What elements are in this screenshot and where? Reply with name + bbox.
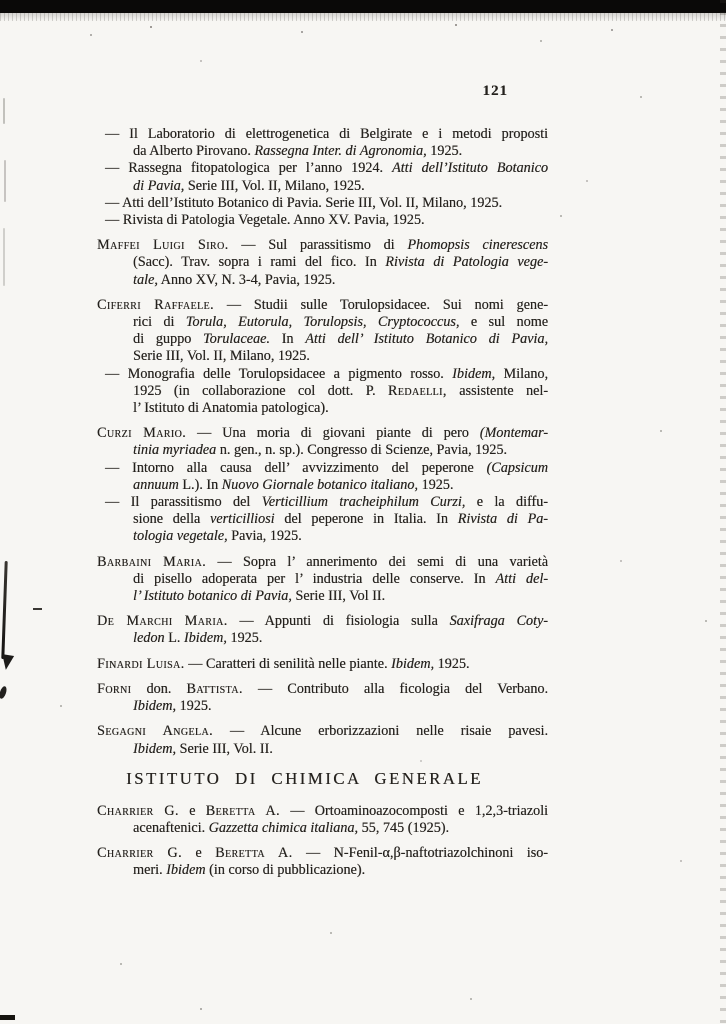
text-segment: tologia vegetale, [133, 528, 228, 545]
scan-speckles [0, 0, 2, 2]
entry-line [97, 571, 548, 588]
text-segment: del peperone in Italia. In [274, 511, 458, 528]
text-segment: Verticillium tracheiphilum Curzi, [261, 494, 466, 511]
margin-dash-mark [33, 608, 42, 610]
text-segment: ledon [133, 630, 165, 647]
text-segment: Redaelli, [387, 382, 447, 399]
entry-line [97, 511, 548, 528]
entry-line [97, 494, 548, 511]
text-segment: — N-Fenil-α,β-naftotriazolchinoni iso- [292, 845, 548, 862]
text-segment: tale, [133, 271, 158, 288]
text-segment: di Pavia, [133, 177, 185, 194]
text-segment: assistente nel- [446, 382, 549, 399]
text-segment: In [269, 331, 306, 348]
text-segment: — Contributo alla ficologia del Verbano. [242, 680, 549, 697]
text-segment: sione della [133, 511, 210, 528]
bibliography-entry [97, 126, 548, 160]
scan-edge-right [720, 0, 726, 1024]
text-segment: acenaftenici. [133, 819, 209, 836]
text-segment: n. gen., n. sp.). Congresso di Scienze, Pavia, 1925. [216, 442, 507, 459]
text-segment: — Ortoaminoazocomposti e 1,2,3-triazoli [279, 802, 548, 819]
text-segment: 55, 745 (1925). [357, 819, 450, 836]
margin-pen-mark [1, 561, 7, 659]
text-segment: rici di [133, 314, 186, 331]
bibliography-entry [97, 212, 548, 229]
entry-line [97, 613, 548, 630]
text-segment: 1925. [417, 476, 454, 493]
entry-line [97, 212, 548, 229]
bibliography [97, 126, 548, 880]
text-segment: Ciferri Raffaele. [97, 296, 214, 313]
text-segment: Anno XV, N. 3-4, Pavia, 1925. [157, 271, 336, 288]
text-segment: Torula, Eutorula, Torulopsis, Cryptococcus, [185, 314, 460, 331]
text-segment: Pavia, 1925. [227, 528, 302, 545]
entry-line [97, 348, 548, 365]
text-segment: Barbaini Maria. [97, 553, 207, 570]
text-segment: L.). In [178, 476, 222, 493]
text-segment: — Rivista di Patologia Vegetale. Anno XV. Pavia, 1925. [105, 212, 425, 229]
text-segment: Atti dell’ Istituto Botanico di Pavia, [305, 331, 548, 348]
bibliography-entry [97, 160, 548, 194]
text-segment: — Rassegna fitopatologica per l’anno 1924. [105, 160, 393, 177]
entry-line [97, 254, 548, 271]
margin-scribble [4, 160, 6, 202]
text-segment: meri. [133, 862, 167, 879]
text-segment: — Alcune erborizzazioni nelle risaie pavesi. [213, 723, 548, 740]
text-segment: Phomopsis cinerescens [407, 237, 548, 254]
bibliography-entry [97, 681, 548, 715]
text-segment: Saxifraga Coty- [449, 613, 548, 630]
text-segment: Ibidem, [133, 740, 176, 757]
text-segment: Ibidem, [133, 698, 176, 715]
text-segment: Beretta A. [215, 845, 293, 862]
scan-corner-mark [0, 1015, 15, 1020]
text-segment: Rivista di Pa- [457, 511, 548, 528]
text-segment: — Sul parassitismo di [228, 237, 408, 254]
section-heading: ISTITUTO DI CHIMICA GENERALE [126, 768, 483, 788]
entry-line [97, 383, 548, 400]
text-segment: Curzi Mario. [97, 425, 187, 442]
margin-scribble [3, 228, 5, 286]
text-segment: — Intorno alla causa dell’ avvizzimento del peperone [105, 459, 487, 476]
bibliography-entry [97, 297, 548, 366]
entry-line [97, 314, 548, 331]
text-segment: l’ Istituto botanico di Pavia, [133, 588, 292, 605]
text-segment: — Caratteri di senilità nelle piante. [184, 655, 392, 672]
entry-line [97, 331, 548, 348]
text-segment: Beretta A. [205, 802, 280, 819]
text-segment: — Sopra l’ annerimento dei semi di una varietà [206, 553, 548, 570]
text-segment: annuum [133, 476, 179, 493]
text-segment: (in corso di pubblicazione). [205, 862, 366, 879]
bibliography-entry [97, 460, 548, 494]
entry-line [97, 656, 548, 673]
text-segment: 1925 (in collaborazione col dott. P. [133, 382, 388, 399]
bibliography-entry [97, 554, 548, 606]
entry-line [97, 297, 548, 314]
text-segment: e [181, 845, 216, 862]
text-segment: (Montemar- [479, 425, 548, 442]
entry-line [97, 681, 548, 698]
text-segment: Atti del- [495, 570, 548, 587]
entry-line [97, 862, 548, 879]
entry-line [97, 425, 548, 442]
text-segment: Maffei Luigi Siro. [97, 237, 229, 254]
text-segment: e la diffu- [465, 494, 548, 511]
text-segment: Serie III, Vol II. [291, 588, 386, 605]
entry-line [97, 143, 548, 160]
margin-ink-blob [0, 685, 8, 699]
text-segment: (Sacc). Trav. sopra i rami del fico. In [133, 254, 386, 271]
text-segment: Gazzetta chimica italiana, [208, 819, 358, 836]
text-segment: — Atti dell’Istituto Botanico di Pavia. Serie III, Vol. II, Milano, 1925. [105, 194, 503, 211]
text-segment: Charrier G. [97, 845, 182, 862]
section-botany-entries [97, 126, 548, 758]
bibliography-entry [97, 494, 548, 546]
text-segment: tinia myriadea [133, 442, 217, 459]
entry-line [97, 178, 548, 195]
entry-line [97, 126, 548, 143]
bibliography-entry [97, 425, 548, 459]
text-segment: Battista. [186, 680, 243, 697]
entry-line [97, 554, 548, 571]
text-segment: — Il Laboratorio di elettrogenetica di Belgirate e i metodi proposti [105, 126, 548, 142]
bibliography-entry [97, 656, 548, 673]
entry-line [97, 160, 548, 177]
text-segment: Charrier G. [97, 802, 179, 819]
bibliography-entry [97, 845, 548, 879]
bibliography-entry [97, 723, 548, 757]
entry-line [97, 845, 548, 862]
entry-line [97, 195, 548, 212]
text-segment: e sul nome [459, 314, 548, 331]
text-segment: Segagni Angela. [97, 723, 214, 740]
text-segment: — Una moria di giovani piante di pero [186, 425, 480, 442]
entry-line [97, 400, 548, 417]
page-number: 121 [482, 83, 508, 99]
text-segment: (Capsicum [486, 459, 548, 476]
entry-line [97, 803, 548, 820]
text-segment: verticilliosi [209, 511, 275, 528]
bibliography-entry [97, 237, 548, 289]
bibliography-entry [97, 613, 548, 647]
scan-noise-band [0, 13, 726, 21]
entry-line [97, 460, 548, 477]
entry-line [97, 820, 548, 837]
text-segment: De Marchi Maria. [97, 613, 228, 630]
text-segment: — Il parassitismo del [105, 494, 262, 511]
entry-line [97, 588, 548, 605]
text-segment: Ibidem [166, 862, 206, 879]
text-segment: L. [164, 630, 184, 647]
text-segment: e [178, 802, 206, 819]
text-segment: 1925. [226, 630, 263, 647]
text-segment: — Studii sulle Torulopsidacee. Sui nomi gene- [213, 296, 548, 313]
text-segment: Atti dell’Istituto Botanico [392, 160, 548, 177]
entry-line [97, 630, 548, 647]
entry-line [97, 442, 548, 459]
text-segment: Ibidem, [391, 655, 434, 672]
margin-pen-arrowhead [0, 654, 14, 671]
text-segment: — Monografia delle Torulopsidacee a pigmento rosso. [105, 365, 453, 382]
bibliography-entry [97, 803, 548, 837]
text-segment: Forni [97, 680, 132, 697]
text-segment: Nuovo Giornale botanico italiano, [221, 476, 418, 493]
entry-line [97, 477, 548, 494]
text-segment: 1925. [175, 698, 212, 715]
text-segment: Serie III, Vol. II, Milano, 1925. [184, 177, 365, 194]
text-segment: Finardi Luisa. [97, 655, 185, 672]
text-segment: da Alberto Pirovano. [133, 143, 255, 160]
entry-line [97, 272, 548, 289]
text-segment: Torulaceae. [203, 331, 270, 348]
text-segment: Rivista di Patologia vege- [385, 254, 549, 271]
text-segment: di guppo [133, 331, 204, 348]
entry-line [97, 237, 548, 254]
entry-line [97, 528, 548, 545]
text-segment: Milano, [495, 365, 549, 382]
text-segment: Ibidem, [183, 630, 227, 647]
text-segment: 1925. [434, 655, 470, 672]
text-segment: Ibidem, [452, 365, 496, 382]
bibliography-entry [97, 366, 548, 418]
text-segment: Serie III, Vol. II. [175, 740, 273, 757]
scan-edge-top [0, 0, 726, 13]
entry-line [97, 723, 548, 740]
text-segment: di pisello adoperata per l’ industria delle conserve. In [133, 570, 496, 587]
entry-line [97, 698, 548, 715]
text-segment: l’ Istituto di Anatomia patologica). [133, 400, 329, 417]
text-segment: — Appunti di fisiologia sulla [227, 613, 450, 630]
text-segment: 1925. [426, 143, 463, 160]
bibliography-entry [97, 195, 548, 212]
text-segment: Serie III, Vol. II, Milano, 1925. [133, 348, 310, 365]
text-segment: don. [131, 680, 187, 697]
margin-scribble [3, 98, 5, 124]
text-segment: Rassegna Inter. di Agronomia, [254, 143, 427, 160]
section-chemistry-entries [97, 803, 548, 880]
entry-line [97, 741, 548, 758]
entry-line [97, 366, 548, 383]
